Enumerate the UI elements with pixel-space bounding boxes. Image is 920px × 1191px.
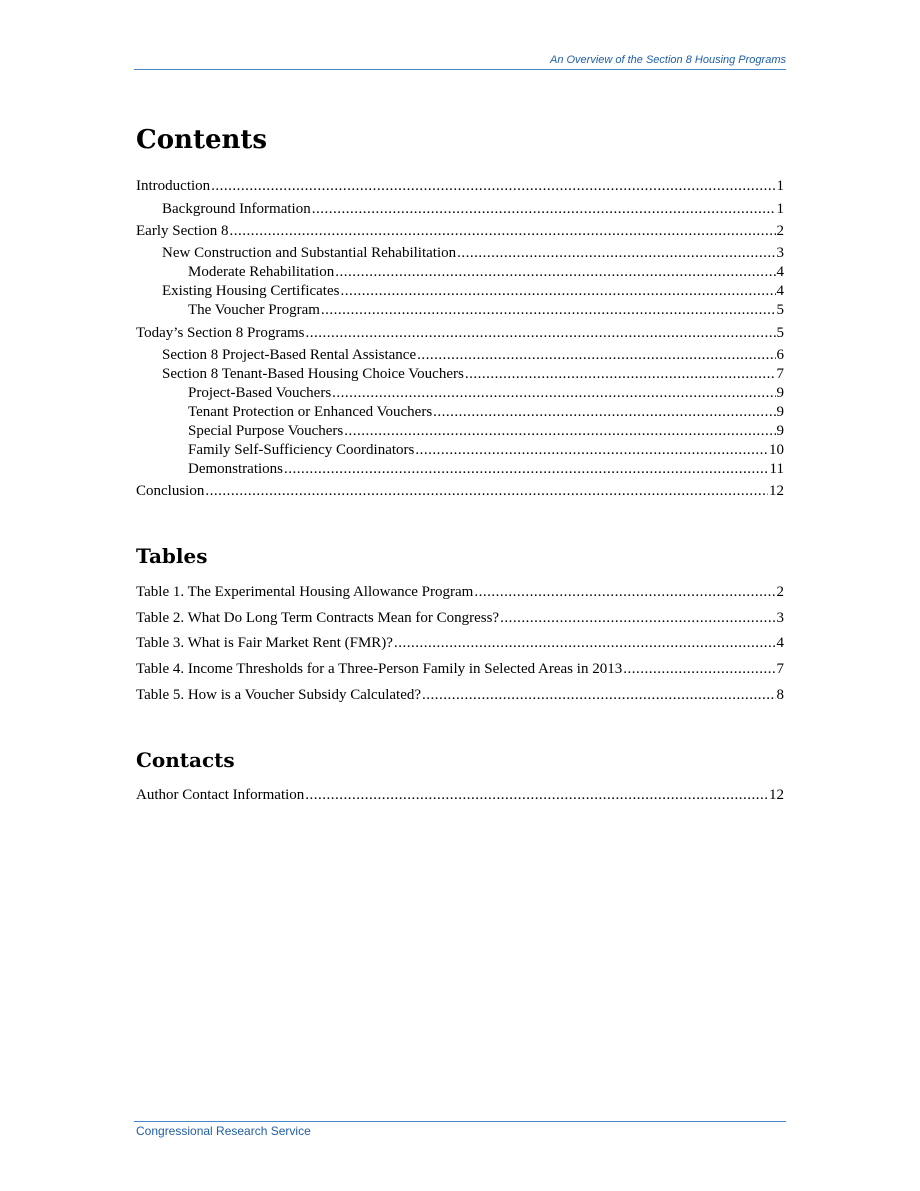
toc-dot-leader: [321, 301, 776, 319]
contact-entry-page: 12: [769, 787, 784, 803]
toc-entry-label: Background Information: [162, 201, 311, 217]
footer-rule: [134, 1121, 786, 1122]
footer-publisher: Congressional Research Service: [136, 1124, 311, 1138]
toc-entry-page: 2: [776, 223, 784, 239]
table-entry-label: Table 5. How is a Voucher Subsidy Calculated?: [136, 687, 422, 703]
toc-entry-demonstrations[interactable]: [188, 460, 784, 478]
toc-entry-label: Demonstrations: [188, 461, 283, 477]
toc-dot-leader: [433, 403, 775, 421]
contacts-heading: Contacts: [136, 748, 235, 772]
toc-entry-page: 6: [776, 347, 784, 363]
toc-dot-leader: [306, 324, 776, 342]
toc-dot-leader: [229, 222, 775, 240]
toc-dot-leader: [623, 660, 775, 678]
toc-entry-early-section-8[interactable]: [136, 222, 784, 240]
toc-entry-label: Existing Housing Certificates: [162, 283, 340, 299]
table-entry-label: Table 3. What is Fair Market Rent (FMR)?: [136, 635, 393, 651]
toc-dot-leader: [211, 177, 775, 195]
table-entry-page: 4: [776, 635, 784, 651]
table-entry-label: Table 2. What Do Long Term Contracts Mean for Congress?: [136, 610, 500, 626]
toc-entry-special-purpose-vouchers[interactable]: [188, 422, 784, 440]
table-entry-label: Table 1. The Experimental Housing Allowance Program: [136, 584, 474, 600]
toc-entry-page: 1: [776, 201, 784, 217]
toc-entry-label: Project-Based Vouchers: [188, 385, 332, 401]
toc-entry-project-based-vouchers[interactable]: [188, 384, 784, 402]
toc-dot-leader: [332, 384, 775, 402]
table-entry-label: Table 4. Income Thresholds for a Three-Person Family in Selected Areas in 2013: [136, 661, 623, 677]
tables-heading: Tables: [136, 544, 208, 568]
header-rule: [134, 69, 786, 70]
toc-entry-tenant-protection-vouchers[interactable]: [188, 403, 784, 421]
toc-entry-page: 12: [769, 483, 784, 499]
toc-entry-page: 5: [776, 325, 784, 341]
toc-entry-page: 4: [776, 283, 784, 299]
toc-entry-label: Today’s Section 8 Programs: [136, 325, 305, 341]
toc-entry-page: 5: [776, 302, 784, 318]
toc-entry-background-information[interactable]: [162, 200, 784, 218]
toc-entry-page: 9: [776, 423, 784, 439]
toc-entry-label: Section 8 Tenant-Based Housing Choice Vouchers: [162, 366, 464, 382]
table-entry-1[interactable]: [136, 583, 784, 601]
toc-entry-label: Family Self-Sufficiency Coordinators: [188, 442, 415, 458]
toc-entry-label: New Construction and Substantial Rehabilitation: [162, 245, 457, 261]
toc-entry-label: Section 8 Project-Based Rental Assistance: [162, 347, 417, 363]
toc-entry-new-construction[interactable]: [162, 244, 784, 262]
toc-dot-leader: [205, 482, 768, 500]
contact-entry-label: Author Contact Information: [136, 787, 305, 803]
toc-entry-page: 9: [776, 404, 784, 420]
toc-entry-page: 4: [776, 264, 784, 280]
toc-dot-leader: [312, 200, 776, 218]
table-entry-4[interactable]: [136, 660, 784, 678]
toc-dot-leader: [284, 460, 769, 478]
toc-entry-project-based-rental-assistance[interactable]: [162, 346, 784, 364]
toc-entry-tenant-based-vouchers[interactable]: [162, 365, 784, 383]
toc-entry-page: 9: [776, 385, 784, 401]
toc-entry-conclusion[interactable]: [136, 482, 784, 500]
toc-entry-label: Introduction: [136, 178, 211, 194]
toc-entry-page: 7: [776, 366, 784, 382]
toc-dot-leader: [344, 422, 775, 440]
table-entry-2[interactable]: [136, 609, 784, 627]
toc-dot-leader: [474, 583, 775, 601]
toc-entry-label: The Voucher Program: [188, 302, 320, 318]
toc-entry-label: Moderate Rehabilitation: [188, 264, 335, 280]
toc-entry-introduction[interactable]: [136, 177, 784, 195]
toc-dot-leader: [457, 244, 775, 262]
toc-entry-label: Conclusion: [136, 483, 205, 499]
toc-entry-family-self-sufficiency[interactable]: [188, 441, 784, 459]
contact-entry-author[interactable]: [136, 786, 784, 804]
toc-entry-voucher-program[interactable]: [188, 301, 784, 319]
toc-entry-page: 11: [769, 461, 784, 477]
running-header: An Overview of the Section 8 Housing Programs: [549, 54, 786, 66]
table-entry-3[interactable]: [136, 634, 784, 652]
toc-entry-moderate-rehabilitation[interactable]: [188, 263, 784, 281]
table-entry-page: 3: [776, 610, 784, 626]
toc-dot-leader: [305, 786, 768, 804]
toc-entry-page: 10: [769, 442, 784, 458]
toc-dot-leader: [465, 365, 776, 383]
toc-dot-leader: [500, 609, 775, 627]
contents-heading: Contents: [136, 125, 268, 155]
toc-dot-leader: [394, 634, 776, 652]
toc-entry-existing-housing-certificates[interactable]: [162, 282, 784, 300]
toc-dot-leader: [422, 686, 775, 704]
toc-entry-label: Special Purpose Vouchers: [188, 423, 344, 439]
toc-dot-leader: [340, 282, 775, 300]
toc-entry-todays-section-8[interactable]: [136, 324, 784, 342]
toc-dot-leader: [335, 263, 775, 281]
toc-entry-label: Early Section 8: [136, 223, 229, 239]
table-entry-page: 8: [776, 687, 784, 703]
table-entry-5[interactable]: [136, 686, 784, 704]
toc-dot-leader: [417, 346, 775, 364]
table-entry-page: 7: [776, 661, 784, 677]
toc-dot-leader: [415, 441, 768, 459]
table-entry-page: 2: [776, 584, 784, 600]
toc-entry-page: 3: [776, 245, 784, 261]
toc-entry-label: Tenant Protection or Enhanced Vouchers: [188, 404, 433, 420]
toc-entry-page: 1: [776, 178, 784, 194]
